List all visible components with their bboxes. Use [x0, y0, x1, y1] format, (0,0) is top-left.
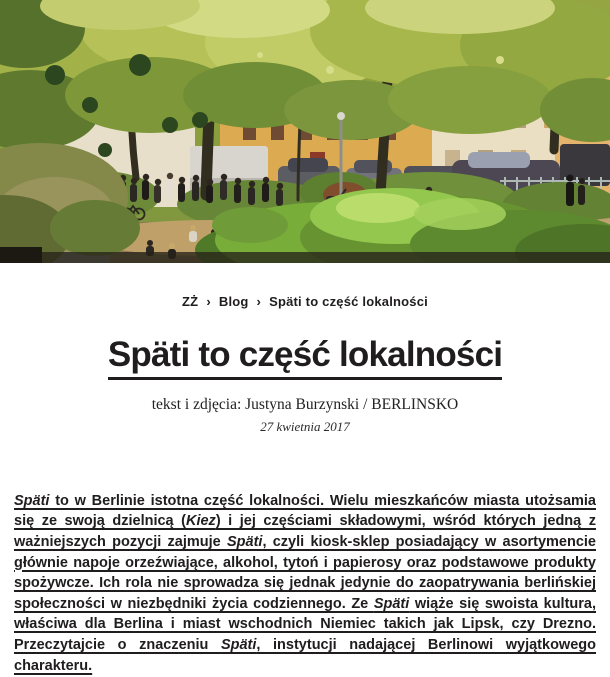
breadcrumb-separator-icon: ›	[206, 294, 211, 309]
post-title-link[interactable]: Späti to część lokalności	[108, 337, 502, 380]
breadcrumb-separator-icon: ›	[256, 294, 262, 309]
breadcrumb	[0, 294, 610, 309]
breadcrumb-current-page: Späti to część lokalności	[269, 294, 428, 309]
breadcrumb-home-link[interactable]: ZŻ	[182, 294, 199, 309]
hero-photo	[0, 0, 610, 263]
byline: tekst i zdjęcia: Justyna Burzynski / BERLINSKO	[151, 395, 459, 413]
photo-bottom-shadow	[0, 252, 610, 263]
photo-corner-shadow	[0, 247, 42, 263]
article-body-link[interactable]: Späti to w Berlinie istotna część lokalności. Wielu mieszkańców miasta utożsamia się ze swoją dzielnicą (Kiez) i jej częściami składowymi, wśród których jedną z ważniejszych pozycji zajmuje Späti, czyli kiosk-sklep posiadający w asortymencie głównie napoje orzeźwiające, alkohol, tytoń i papierosy oraz podstawowe produkty spożywcze. Ich rola nie sprowadza się jednak jedynie do zaopatrywania berlińskiej społeczności w niezbędniki życia codziennego. Ze Späti wiąże się swoista kultura, właściwa dla Berlina i miast wschodnich Niemiec takich jak Lipsk, czy Drezno. Przeczytajcie o znaczeniu Späti, instytucji nadającej Berlinowi wyjątkowego charakteru.	[14, 492, 597, 674]
breadcrumb-blog-link[interactable]: Blog	[218, 294, 249, 309]
page-title	[0, 335, 610, 380]
post-date: 27 kwietnia 2017	[260, 418, 350, 434]
park-scene-illustration	[0, 0, 610, 263]
